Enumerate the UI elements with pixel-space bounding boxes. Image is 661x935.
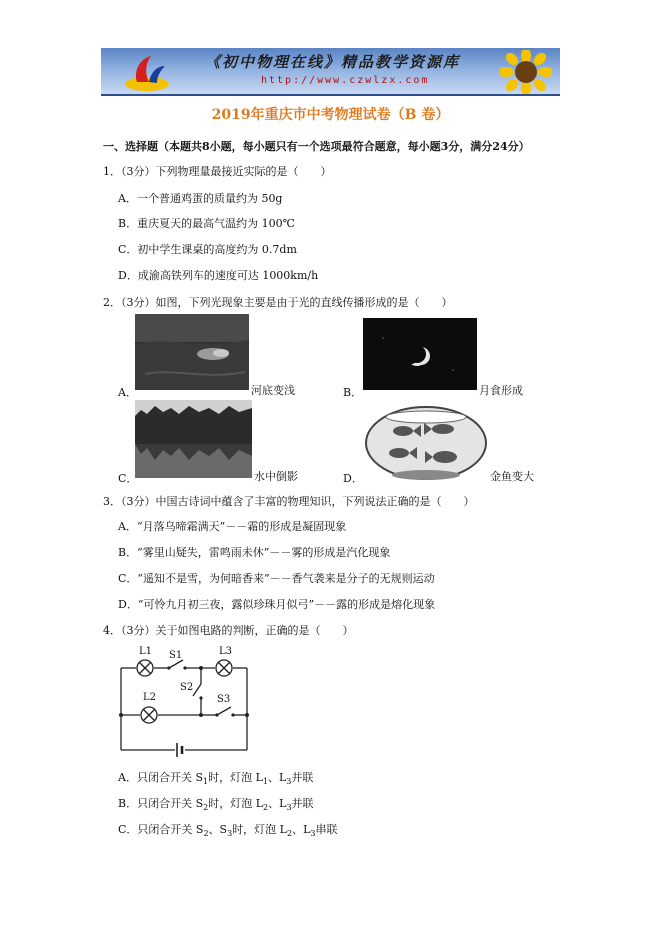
label-l3: L3 xyxy=(219,646,233,657)
sunflower-icon xyxy=(500,50,552,94)
label-s1: S1 xyxy=(169,650,183,661)
photo-lunar-eclipse xyxy=(363,318,477,390)
circuit-diagram xyxy=(113,640,255,758)
q2-option-d-letter: D． xyxy=(343,472,363,485)
label-l2: L2 xyxy=(143,692,157,703)
site-logo-icon xyxy=(123,52,171,92)
header-banner xyxy=(101,48,560,96)
photo-water-reflection xyxy=(135,400,252,478)
section-heading: 一、选择题（本题共8小题，每小题只有一个选项最符合题意，每小题3分，满分24分） xyxy=(103,140,530,153)
q1-option-c: C．初中学生课桌的高度约为 0.7dm xyxy=(118,243,297,256)
q4-option-c: C．只闭合开关 $S_2$、$S_3$时，灯泡 $L_2$、$L_3$串联 xyxy=(118,823,338,839)
q3-option-b: B．“雾里山疑失，雷鸣雨未休”－－雾的形成是汽化现象 xyxy=(118,546,391,559)
banner-url: http://www.czwlzx.com xyxy=(261,75,430,86)
q2-option-b-letter: B． xyxy=(343,386,363,399)
q2-option-a-letter: A． xyxy=(118,386,137,399)
label-s3: S3 xyxy=(217,694,231,705)
label-l1: L1 xyxy=(139,646,153,657)
q3-option-c: C．“遥知不是雪，为何暗香来”－－香气袭来是分子的无规则运动 xyxy=(118,572,435,585)
q1-option-a: A．一个普通鸡蛋的质量约为 50g xyxy=(118,192,283,205)
q1-option-b: B．重庆夏天的最高气温约为 100℃ xyxy=(118,217,295,230)
question-2-stem: 2．（3分）如图，下列光现象主要是由于光的直线传播形成的是（ ） xyxy=(103,296,453,309)
q3-option-a: A．“月落乌啼霜满天”－－霜的形成是凝固现象 xyxy=(118,520,347,533)
page-title: 2019年重庆市中考物理试卷（B 卷） xyxy=(211,107,450,123)
photo-goldfish-bowl xyxy=(363,403,490,481)
q2-option-c-caption: 水中倒影 xyxy=(254,470,298,483)
banner-title: 《初中物理在线》精品教学资源库 xyxy=(205,53,461,71)
q1-option-d: D．成渝高铁列车的速度可达 1000km/h xyxy=(118,269,319,282)
q2-option-d-caption: 金鱼变大 xyxy=(490,470,534,483)
q4-option-b: B．只闭合开关 $S_2$时，灯泡 $L_2$、$L_3$并联 xyxy=(118,797,314,813)
question-1-stem: 1．（3分）下列物理量最接近实际的是（ ） xyxy=(103,165,332,178)
q2-option-c-letter: C． xyxy=(118,472,138,485)
q2-option-a-caption: 河底变浅 xyxy=(251,384,295,397)
q2-option-b-caption: 月食形成 xyxy=(479,384,523,397)
photo-riverbed xyxy=(135,314,249,390)
label-s2: S2 xyxy=(180,682,194,693)
question-3-stem: 3．（3分）中国古诗词中蕴含了丰富的物理知识，下列说法正确的是（ ） xyxy=(103,495,475,508)
question-4-stem: 4．（3分）关于如图电路的判断，正确的是（ ） xyxy=(103,624,354,637)
q4-option-a: A．只闭合开关 $S_1$时，灯泡 $L_1$、$L_3$并联 xyxy=(118,771,314,787)
q3-option-d: D．“可怜九月初三夜，露似珍珠月似弓”－－露的形成是熔化现象 xyxy=(118,598,436,611)
